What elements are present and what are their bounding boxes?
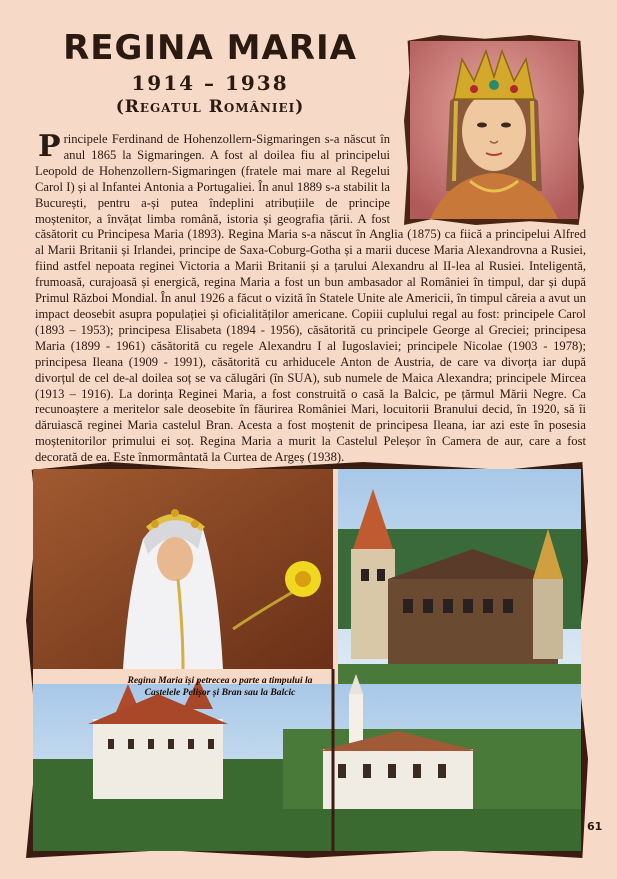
portrait-spacer	[390, 132, 586, 224]
castles-collage-image	[33, 469, 581, 851]
biography-text	[35, 129, 586, 466]
page-subtitle: (Regatul României)	[115, 97, 305, 117]
reign-years: 1914 – 1938	[131, 71, 289, 95]
drop-cap: P	[38, 129, 61, 164]
page-number: 61	[587, 820, 603, 833]
title-block	[30, 28, 390, 118]
page-title: REGINA MARIA	[63, 28, 357, 68]
collage-caption: Regina Maria își petrecea o parte a timpului la Castelele Pelișor și Bran sau la Balcic	[127, 675, 313, 698]
biography-paragraph: rincipele Ferdinand de Hohenzollern-Sigmaringen s-a născut în anul 1865 la Sigmaringen. A fost al doilea fiu al principelui Leopold de Hohenzollern-Sigmaringen (fratele mai mare al Regelui Carol I) și al Infantei Antonia a Portugaliei. În anul 1889 s-a stabilit la București, pentru a-și putea îndeplini atribuțiile de principe moștenitor, a învățat limba română, istoria și geografia țării. A fost căsătorit cu Principesa Maria (1893). Regina Maria s-a născut în Anglia (1875) ca fiică a principelui Alfred al Marii Britanii și Irlandei, principe de Saxa-Coburg-Gotha și a marii ducese Maria Alexandrovna a Rusiei, fiind astfel nepoata reginei Victoria a Marii Britanii și a țarului Alexandru al II-lea al Rusiei. Inteligentă, frumoasă, curajoasă și energică, regina Maria a fost un bun ambasador al României în timpul, dar și după Primul Război Mondial. În anul 1926 a făcut o vizită în Statele Unite ale Americii, în timpul căreia a avut un impact deosebit asupra populației și oficialităților americane. Copiii cuplului regal au fost: principele Carol (1893 – 1953); principesa Elisabeta (1894 - 1956), căsătorită cu principele George al Greciei; principesa Maria (1899 - 1961) căsătorită cu regele Alexandru I al Iugoslaviei; principele Nicolae (1903 - 1978); principesa Ileana (1909 - 1991), căsătorită cu arhiducele Anton de Austria, de care va divorța iar după divorțul de cel de-al doilea soț se va călugări (în SUA), sub numele de Maica Alexandra; principele Mircea (1913 – 1916). La dorința Reginei Maria, a fost construită o casă la Balcic, pe țărmul Mării Negre. Ca recunoaștere a meritelor sale deosebite în făurirea României Mari, locuitorii Branului decid, în 1920, să îi dăruiască reginei Maria castelul Bran. Acesta a fost moștenit de principesa Ileana, iar azi este în posesia moștenitorilor primului ei soț. Regina Maria a murit la Castelul Peleșor în Camera de aur, care a fost decorată de ea. Este înmormântată la Curtea de Argeș (1938).	[35, 132, 586, 465]
